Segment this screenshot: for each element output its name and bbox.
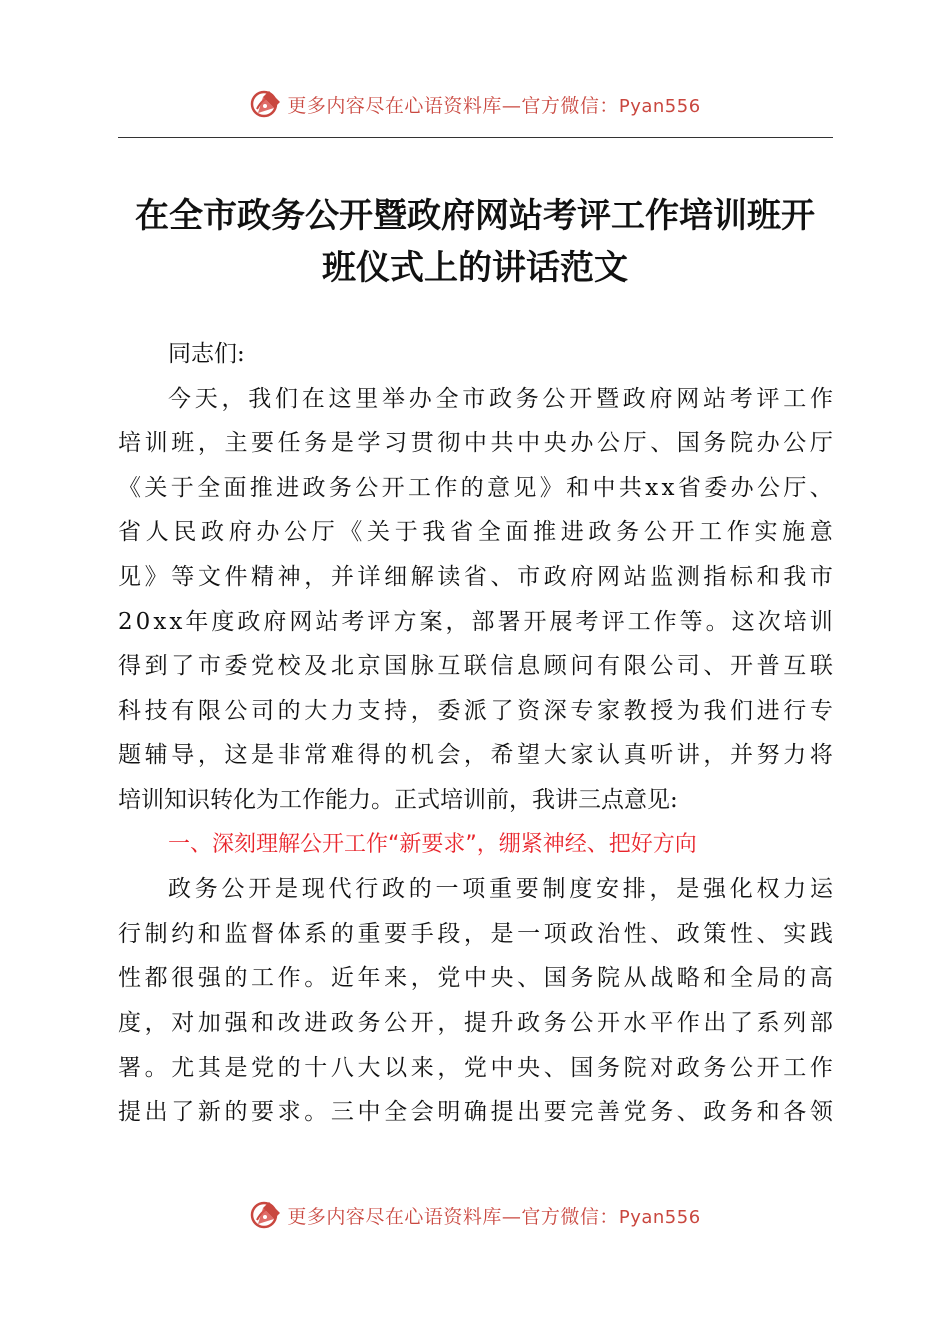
header-divider (118, 137, 833, 138)
paragraph-line: 《 关 于 全 面 推 进 政 务 公 开 工 作 的 意 见 》 和 中 共 x x 省 委 办 公 厅 、 (118, 474, 833, 501)
document-body (118, 332, 833, 1135)
section-heading: 一、深刻理解公开工作“新要求”，绷紧神经、把好方向 (168, 831, 697, 857)
title-line: 在全市政务公开暨政府网站考评工作培训班开 (135, 196, 815, 236)
banner-text: 更多内容尽在心语资料库—官方微信：Pyan556 (287, 1205, 701, 1228)
footer-banner (0, 1193, 950, 1237)
paragraph-1 (118, 377, 833, 823)
paragraph-line: 提 出 了 新 的 要 求 。 三 中 全 会 明 确 提 出 要 完 善 党 务 、 政 务 和 各 领 (118, 1099, 833, 1126)
paragraph-line: 培训知识转化为工作能力。正式培训前，我讲三点意见: (118, 786, 678, 813)
paragraph-line: 行 制 约 和 监 督 体 系 的 重 要 手 段 ， 是 一 项 政 治 性 、 政 策 性 、 实 践 (118, 920, 833, 947)
paragraph-line: 得 到 了 市 委 党 校 及 北 京 国 脉 互 联 信 息 顾 问 有 限 公 司 、 开 普 互 联 (118, 653, 833, 680)
paragraph-line: 署 。 尤 其 是 党 的 十 八 大 以 来 ， 党 中 央 、 国 务 院 对 政 务 公 开 工 作 (118, 1054, 833, 1081)
paragraph-line: 题 辅 导 ， 这 是 非 常 难 得 的 机 会 ， 希 望 大 家 认 真 听 讲 ， 并 努 力 将 (118, 742, 833, 769)
paragraph-line: 今 天 ， 我 们 在 这 里 举 办 全 市 政 务 公 开 暨 政 府 网 站 考 评 工 作 (168, 385, 833, 412)
paragraph-line: 度 ， 对 加 强 和 改 进 政 务 公 开 ， 提 升 政 务 公 开 水 平 作 出 了 系 列 部 (118, 1009, 833, 1036)
paragraph-2 (118, 867, 833, 1135)
title-line: 班仪式上的讲话范文 (322, 248, 628, 288)
header-banner (0, 82, 950, 126)
paragraph-line: 2 0 x x 年 度 政 府 网 站 考 评 方 案 ， 部 署 开 展 考 评 工 作 等 。 这 次 培 训 (118, 608, 833, 635)
pen-logo-icon (249, 87, 283, 121)
document-title (110, 190, 840, 294)
paragraph-line: 见 》 等 文 件 精 神 ， 并 详 细 解 读 省 、 市 政 府 网 站 监 测 指 标 和 我 市 (118, 563, 833, 590)
paragraph-line: 培 训 班 ， 主 要 任 务 是 学 习 贯 彻 中 共 中 央 办 公 厅 、 国 务 院 办 公 厅 (118, 430, 833, 457)
paragraph-line: 性 都 很 强 的 工 作 。 近 年 来 ， 党 中 央 、 国 务 院 从 战 略 和 全 局 的 高 (118, 965, 833, 992)
pen-logo-icon (249, 1198, 283, 1232)
paragraph-line: 省 人 民 政 府 办 公 厅 《 关 于 我 省 全 面 推 进 政 务 公 开 工 作 实 施 意 (118, 519, 833, 546)
paragraph-line: 科 技 有 限 公 司 的 大 力 支 持 ， 委 派 了 资 深 专 家 教 授 为 我 们 进 行 专 (118, 697, 833, 724)
greeting: 同志们: (168, 341, 245, 367)
paragraph-line: 政 务 公 开 是 现 代 行 政 的 一 项 重 要 制 度 安 排 ， 是 强 化 权 力 运 (168, 876, 833, 903)
banner-text: 更多内容尽在心语资料库—官方微信：Pyan556 (287, 94, 701, 117)
